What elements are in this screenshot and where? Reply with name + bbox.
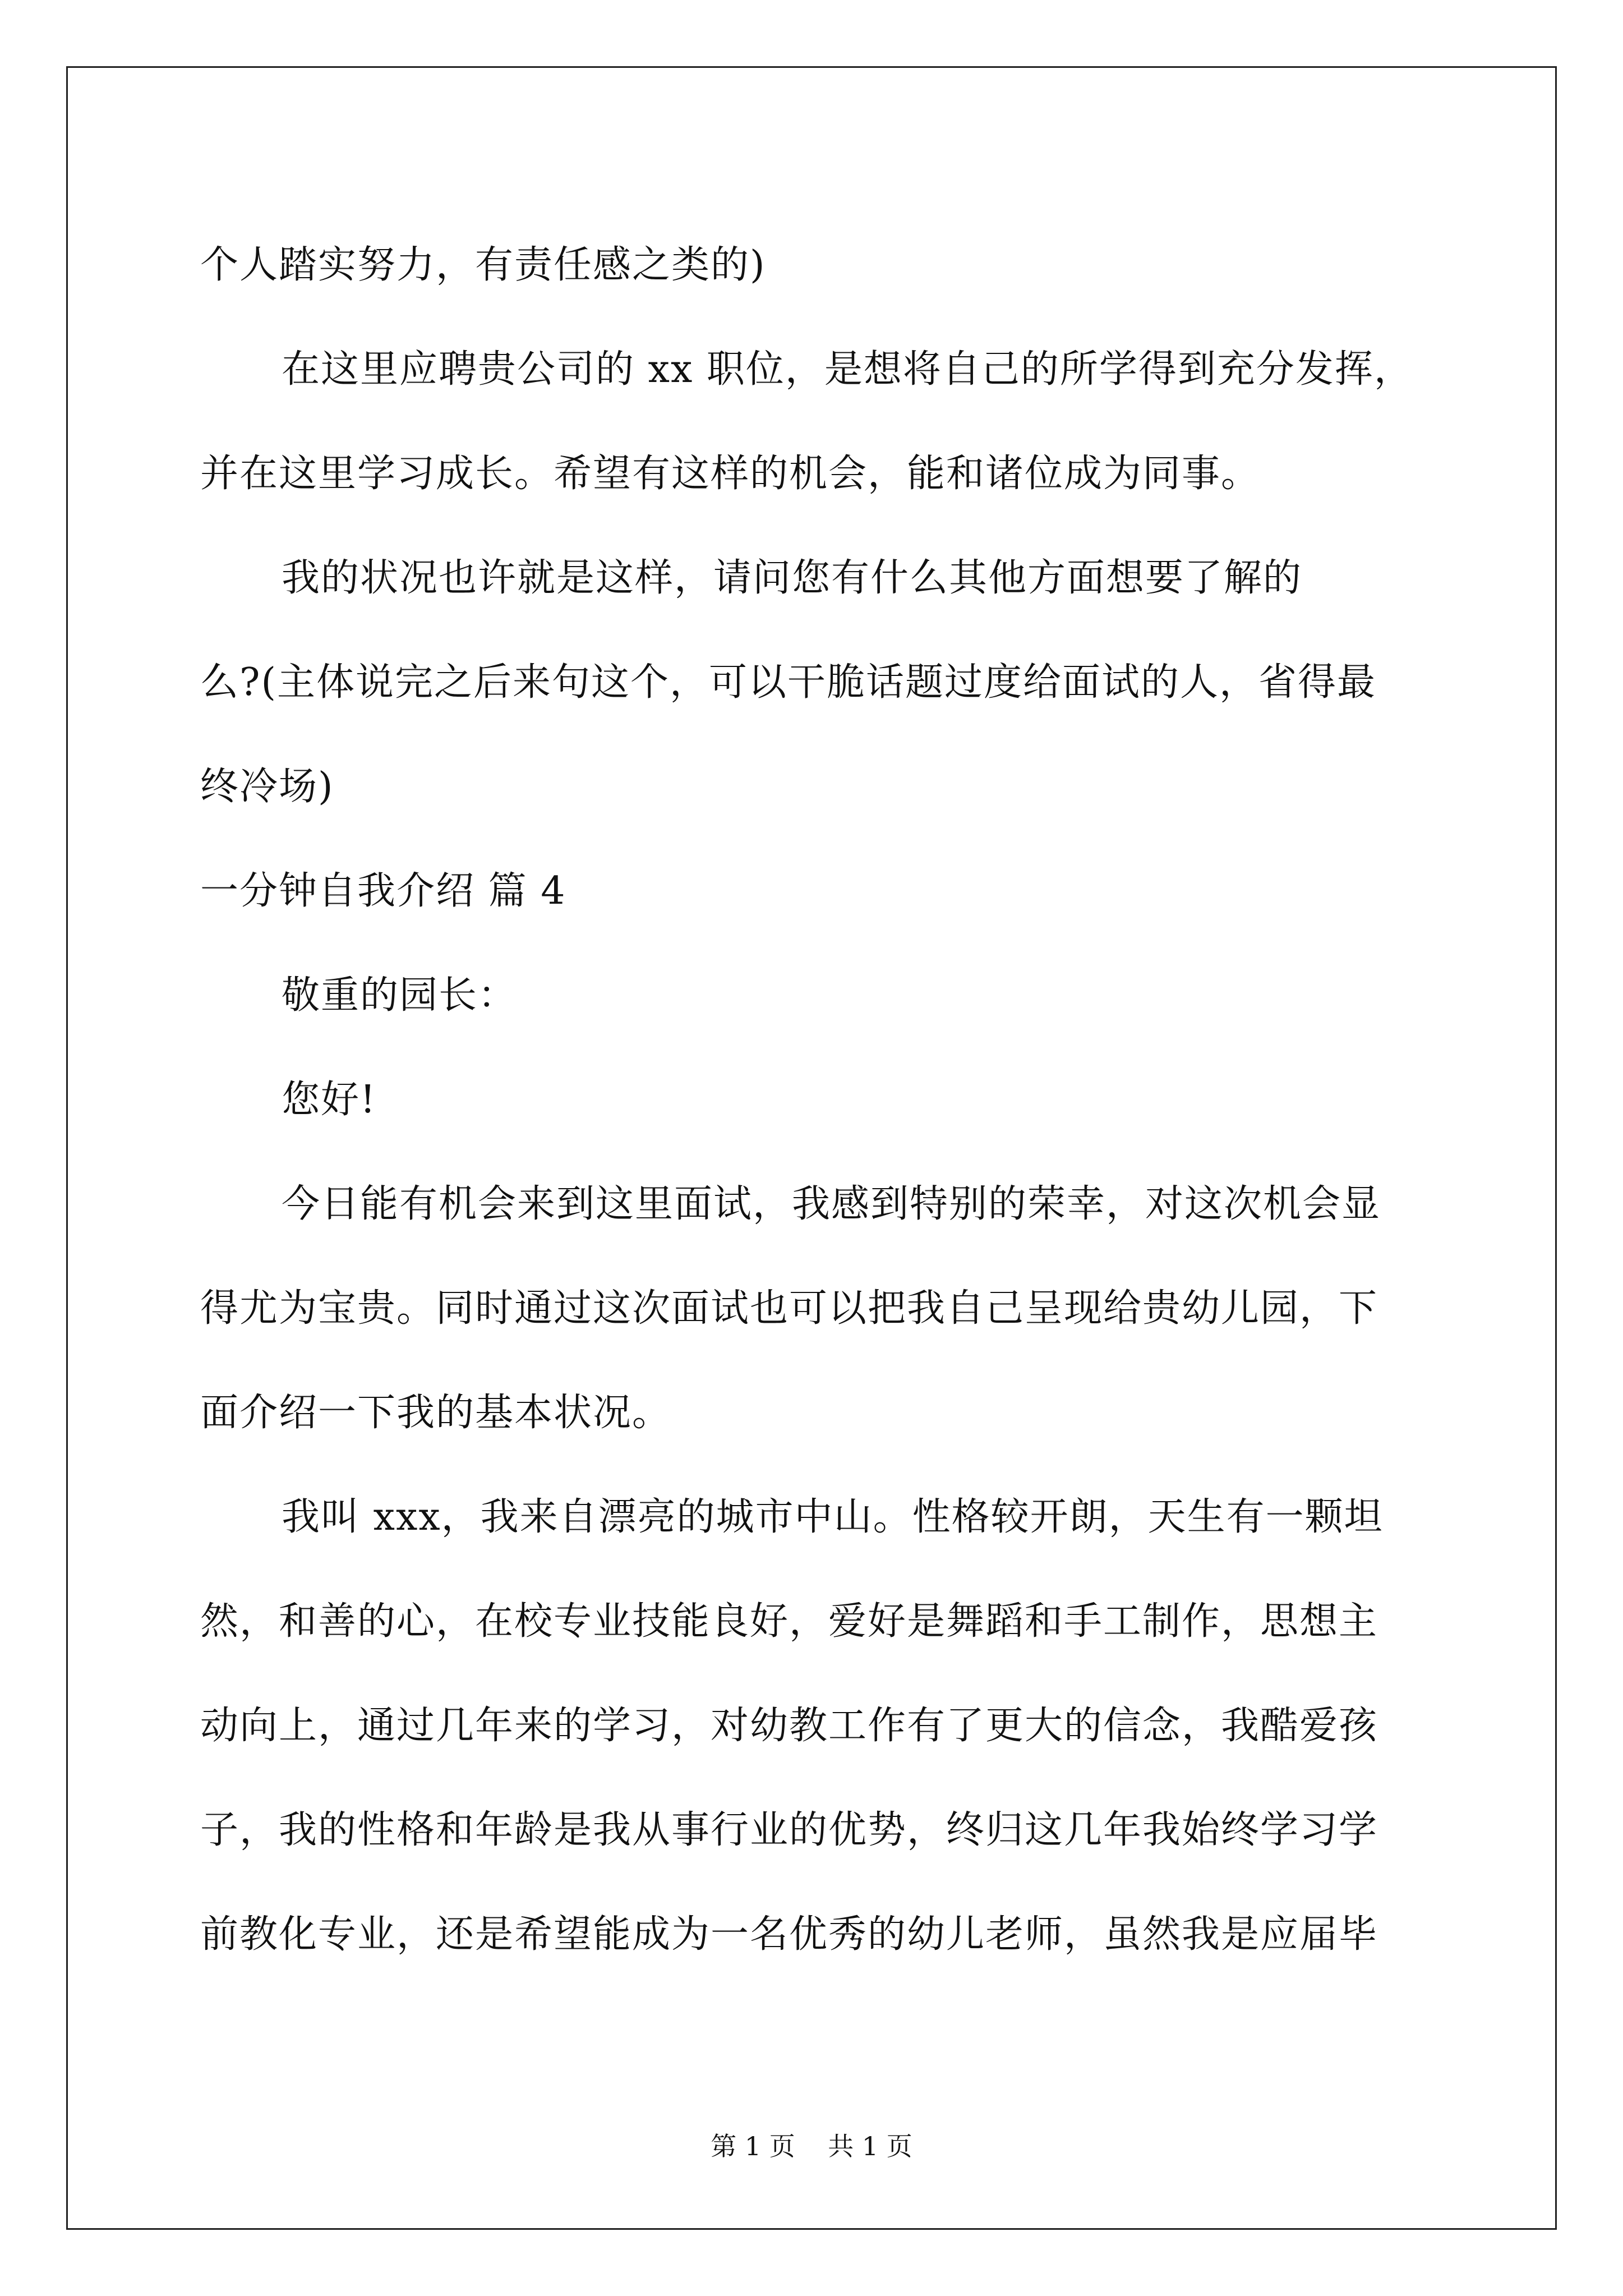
text-line: 在这里应聘贵公司的 xx 职位，是想将自己的所学得到充分发挥， — [282, 347, 1413, 392]
text-line: 我叫 xxx，我来自漂亮的城市中山。性格较开朗，天生有一颗坦 — [282, 1495, 1384, 1539]
document-body — [200, 213, 1434, 1987]
text-line: 个人踏实努力，有责任感之类的) — [200, 243, 766, 287]
text-line: 然，和善的心，在校专业技能良好，爱好是舞蹈和手工制作，思想主 — [200, 1599, 1378, 1644]
text-line: 并在这里学习成长。希望有这样的机会，能和诸位成为同事。 — [200, 452, 1261, 496]
text-line: 得尤为宝贵。同时通过这次面试也可以把我自己呈现给贵幼儿园，下 — [200, 1286, 1378, 1331]
text-line: 么?(主体说完之后来句这个，可以干脆话题过度给面试的人，省得最 — [200, 660, 1376, 705]
page-number-footer: 第 1 页 共 1 页 — [711, 2131, 912, 2161]
text-line: 子，我的性格和年龄是我从事行业的优势，终归这几年我始终学习学 — [200, 1808, 1378, 1852]
text-line: 动向上，通过几年来的学习，对幼教工作有了更大的信念，我酷爱孩 — [200, 1704, 1378, 1748]
text-line: 终冷场) — [200, 765, 334, 809]
salutation: 敬重的园长： — [282, 973, 518, 1018]
text-line: 前教化专业，还是希望能成为一名优秀的幼儿老师，虽然我是应届毕 — [200, 1912, 1378, 1957]
text-line: 今日能有机会来到这里面试，我感到特别的荣幸，对这次机会显 — [282, 1182, 1381, 1226]
greeting: 您好! — [282, 1078, 377, 1122]
section-heading: 一分钟自我介绍 篇 4 — [200, 869, 566, 913]
text-line: 面介绍一下我的基本状况。 — [200, 1391, 672, 1435]
text-line: 我的状况也许就是这样，请问您有什么其他方面想要了解的 — [282, 556, 1303, 600]
